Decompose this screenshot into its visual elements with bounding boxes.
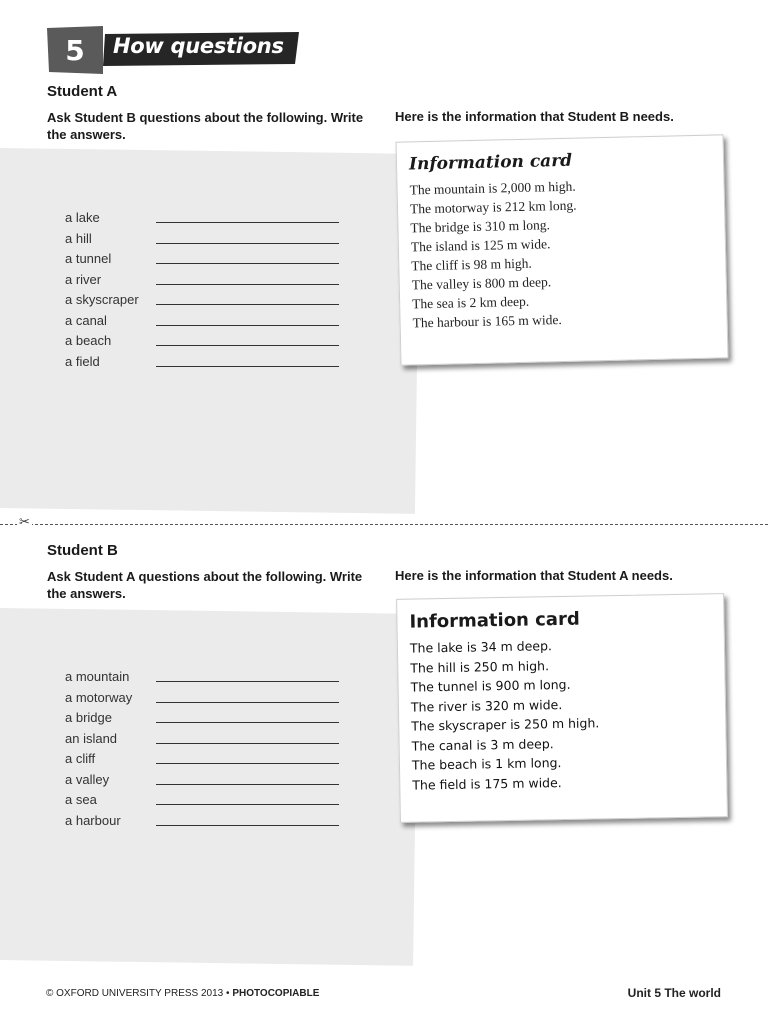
card-line: The hill is 250 m high.	[410, 657, 550, 676]
card-line: The sea is 2 km deep.	[412, 293, 530, 312]
card-line: The river is 320 m wide.	[410, 696, 563, 715]
answer-line[interactable]	[156, 743, 339, 744]
card-line: The bridge is 310 m long.	[410, 217, 551, 236]
answer-line[interactable]	[156, 702, 339, 703]
item-label: a skyscraper	[65, 292, 139, 307]
item-label: a lake	[65, 210, 100, 225]
answer-line[interactable]	[156, 325, 339, 326]
item-label: a tunnel	[65, 251, 112, 266]
page-title: How questions	[113, 34, 284, 58]
item-label: a field	[65, 353, 100, 369]
list-item	[65, 249, 355, 270]
answer-line[interactable]	[156, 284, 339, 285]
list-item	[65, 790, 355, 811]
list-item	[65, 708, 355, 729]
answer-line[interactable]	[156, 304, 339, 305]
card-line: The beach is 1 km long.	[411, 755, 562, 773]
item-label: a hill	[65, 230, 92, 246]
card-line: The tunnel is 900 m long.	[410, 676, 571, 695]
student-b-info-heading: Here is the information that Student A needs.	[395, 568, 673, 583]
answer-line[interactable]	[156, 784, 339, 785]
unit-banner	[47, 26, 299, 70]
student-b-heading: Student B	[47, 542, 118, 559]
list-item	[65, 331, 355, 352]
item-label: a motorway	[65, 689, 133, 705]
list-item	[65, 729, 355, 750]
list-item	[65, 290, 355, 311]
card-line: The lake is 34 m deep.	[409, 638, 553, 656]
copyright-text: © OXFORD UNIVERSITY PRESS 2013	[46, 988, 224, 999]
card-line: The harbour is 165 m wide.	[412, 312, 562, 331]
item-label: a beach	[65, 333, 112, 348]
card-line: The mountain is 2,000 m high.	[409, 178, 576, 198]
card-line: The motorway is 212 km long.	[409, 197, 577, 217]
list-item	[65, 749, 355, 770]
information-card-b	[396, 593, 728, 823]
answer-line[interactable]	[156, 263, 339, 264]
item-label: a cliff	[65, 751, 96, 766]
card-line: The island is 125 m wide.	[410, 236, 551, 255]
item-label: a valley	[65, 771, 110, 787]
list-item	[65, 229, 355, 250]
cut-line	[0, 524, 768, 525]
scissors-icon: ✂	[19, 515, 30, 530]
list-item	[65, 270, 355, 291]
item-label: a canal	[65, 312, 107, 328]
student-a-info-heading: Here is the information that Student B needs.	[395, 109, 674, 124]
card-line: The valley is 800 m deep.	[411, 274, 552, 293]
answer-line[interactable]	[156, 763, 339, 764]
photocopiable-label: PHOTOCOPIABLE	[232, 988, 320, 999]
item-label: a river	[65, 271, 102, 287]
item-label: a mountain	[65, 669, 130, 684]
information-card-a	[396, 134, 729, 365]
list-item	[65, 811, 355, 832]
unit-number: 5	[65, 33, 85, 67]
answer-line[interactable]	[156, 722, 339, 723]
student-a-heading: Student A	[47, 83, 118, 100]
list-item	[65, 208, 355, 229]
footer-copyright	[46, 988, 319, 999]
answer-line[interactable]	[156, 804, 339, 805]
student-b-word-list	[65, 667, 355, 831]
card-title: Information card	[409, 608, 580, 633]
card-line: The field is 175 m wide.	[412, 774, 562, 793]
list-item	[65, 311, 355, 332]
answer-line[interactable]	[156, 366, 339, 367]
student-a-word-list	[65, 208, 355, 372]
answer-line[interactable]	[156, 825, 339, 826]
item-label: an island	[65, 730, 118, 746]
footer-unit-label: Unit 5 The world	[627, 986, 721, 1000]
answer-line[interactable]	[156, 681, 339, 682]
card-line: The skyscraper is 250 m high.	[411, 715, 600, 734]
list-item	[65, 770, 355, 791]
student-a-instruction: Ask Student B questions about the following. Write the answers.	[47, 110, 364, 142]
card-title: Information card	[408, 150, 573, 175]
answer-line[interactable]	[156, 243, 339, 244]
list-item	[65, 667, 355, 688]
student-b-instruction: Ask Student A questions about the following. Write the answers.	[47, 569, 363, 601]
list-item	[65, 352, 355, 373]
item-label: a harbour	[65, 812, 121, 828]
answer-line[interactable]	[156, 345, 339, 346]
answer-line[interactable]	[156, 222, 339, 223]
item-label: a bridge	[65, 710, 112, 725]
footer-separator: •	[223, 988, 233, 999]
item-label: a sea	[65, 792, 97, 807]
list-item	[65, 688, 355, 709]
card-line: The cliff is 98 m high.	[411, 255, 532, 274]
card-line: The canal is 3 m deep.	[411, 735, 554, 754]
